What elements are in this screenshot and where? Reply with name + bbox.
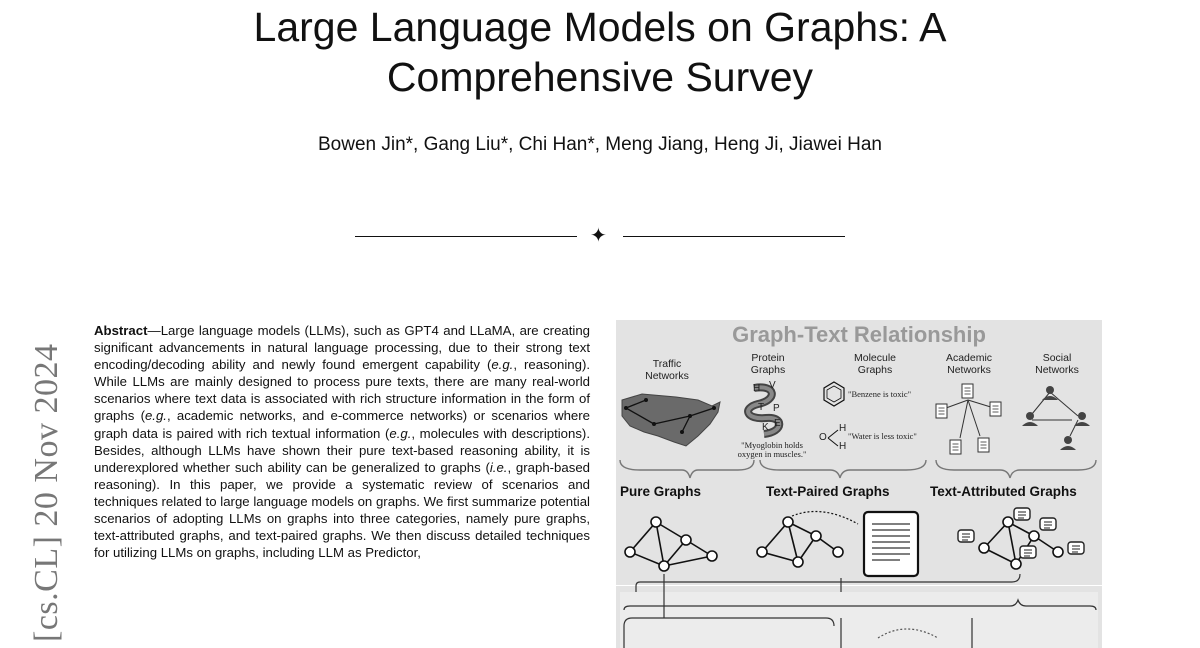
category-pure-graphs: Pure Graphs — [620, 484, 702, 499]
category-text-attributed-graphs: Text-Attributed Graphs — [930, 484, 1077, 499]
abstract-emph: i.e. — [489, 459, 508, 475]
abstract-text: , molecules with descriptions). Besides, although LLMs have shown their pure text-based reasoning ability, it is underexplored whether such ability can be generalized to graphs ( — [94, 425, 590, 475]
protein-letter: P — [773, 403, 780, 414]
abstract-emph: e.g. — [144, 408, 167, 424]
quote-myoglobin: "Myoglobin holds oxygen in muscles." — [737, 440, 807, 459]
protein-letter: E — [774, 418, 781, 429]
author-list: Bowen Jin*, Gang Liu*, Chi Han*, Meng Jiang, Heng Ji, Jiawei Han — [318, 134, 882, 155]
abstract-emph: e.g. — [491, 357, 514, 373]
title-line-1: Large Language Models on Graphs: A — [253, 4, 947, 50]
quote-water: "Water is less toxic" — [848, 431, 917, 441]
label-social-networks: Social Networks — [1035, 352, 1079, 376]
label-traffic-networks: Traffic Networks — [645, 358, 689, 382]
protein-letter: T — [758, 402, 765, 413]
abstract-text: —Large language models (LLMs), such as GPT4 and LLaMA, are creating significant advancements in natural language processing, due to their strong text encoding/decoding ability and newly found emergent capability ( — [94, 323, 590, 373]
abstract — [94, 322, 590, 561]
divider-star-icon: ✦ — [590, 225, 607, 247]
atom-label: H — [839, 441, 847, 452]
divider-left — [355, 236, 577, 237]
abstract-emph: e.g. — [389, 425, 412, 441]
abstract-label: Abstract — [94, 323, 148, 338]
abstract-text: , graph-based reasoning). In this paper, we provide a systematic review of scenarios and techniques related to large language models on graphs. We first summarize potential scenarios of adopting LLMs on graphs into three categories, namely pure graphs, text-attributed graphs, and text-paired graphs. We then discuss detailed techniques for utilizing LLMs on graphs, including LLM as Predictor, — [94, 459, 590, 561]
quote-benzene: "Benzene is toxic" — [848, 389, 912, 399]
protein-letter: H — [753, 383, 761, 394]
abstract-text: , academic networks, and e-commerce networks) or scenarios where graph data is paired with rich textual information ( — [94, 408, 590, 441]
atom-label: O — [819, 432, 827, 443]
overview-figure — [616, 320, 1102, 648]
category-text-paired-graphs: Text-Paired Graphs — [766, 484, 890, 499]
arxiv-stamp: [cs.CL] 20 Nov 2024 — [28, 343, 65, 642]
label-molecule-graphs: Molecule Graphs — [853, 352, 897, 376]
abstract-text: , reasoning). While LLMs are mainly designed to process pure texts, there are many real-world scenarios where text data is associated with rich structure information in the form of graphs ( — [94, 357, 590, 424]
atom-label: H — [839, 423, 847, 434]
divider-right — [623, 236, 845, 237]
paper-title — [0, 2, 1200, 102]
title-line-2: Comprehensive Survey — [386, 54, 814, 100]
protein-letter: K — [762, 422, 769, 433]
label-protein-graphs: Protein Graphs — [750, 352, 786, 376]
figure-title: Graph-Text Relationship — [732, 322, 986, 347]
label-academic-networks: Academic Networks — [945, 352, 993, 376]
protein-letter: V — [769, 380, 776, 391]
